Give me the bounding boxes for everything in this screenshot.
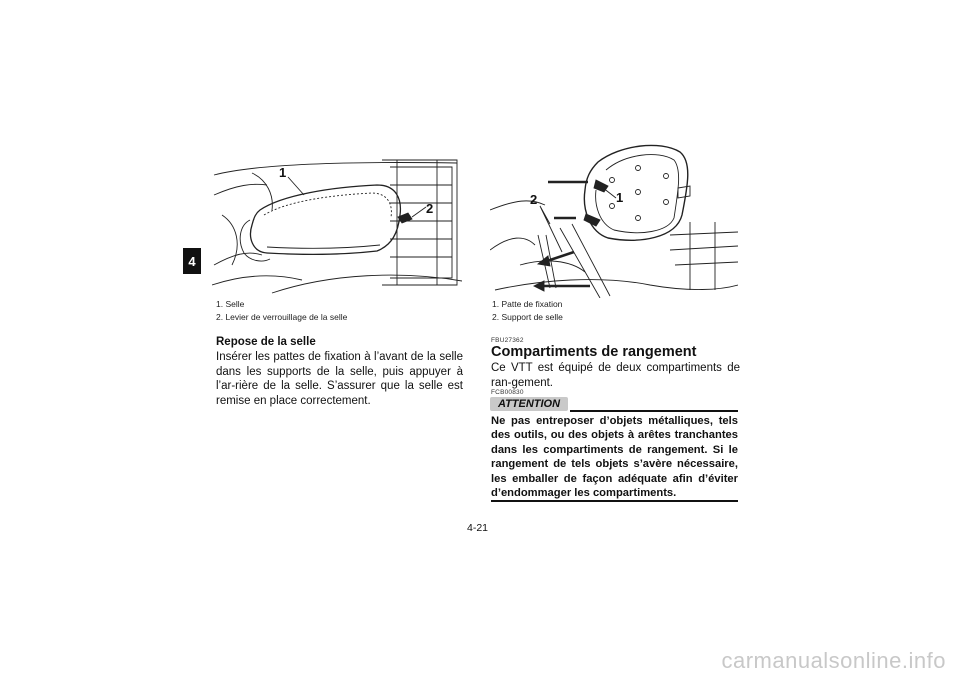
chapter-tab [183,248,201,274]
attention-badge [490,397,568,411]
attention-label: ATTENTION [497,398,561,410]
caption-item: 1. Patte de fixation [492,299,563,309]
callout-1: 1 [279,165,287,180]
attention-top-rule [570,410,738,412]
callout-2: 2 [426,201,434,216]
attention-code: FCB00830 [491,389,524,396]
storage-compartment-illustration [490,140,738,298]
watermark: carmanualsonline.info [721,648,946,673]
chapter-number: 4 [188,253,196,269]
figure-left-caption [216,298,347,324]
instruction-paragraph: Insérer les pattes de fixation à l’avant de la selle dans les supports de la selle, puis appuyer à l’ar-rière de la selle. S’assurer que la selle est remise en place correctement. [216,351,463,407]
callout-1: 1 [616,190,624,205]
caption-item: 1. Selle [216,299,245,309]
caption-item: 2. Support de selle [492,312,563,322]
callout-2: 2 [530,192,538,207]
section-title: Compartiments de rangement [491,344,697,360]
attention-bottom-rule [491,500,738,502]
caption-item: 2. Levier de verrouillage de la selle [216,312,348,322]
seat-illustration [212,155,462,298]
page-number: 4-21 [467,522,489,534]
figure-right-caption [492,298,563,324]
attention-text: Ne pas entreposer d’objets métalliques, tels des outils, ou des objets à arêtes tranchantes dans les compartiments de rangement. Si le rangement de tels objets s’avère nécessaire, les emballer de façon adéquate afin d’éviter d’endommager les compartiments. [491,415,738,500]
section-code: FBU27362 [491,337,524,344]
section-paragraph: Ce VTT est équipé de deux compartiments de ran-gement. [491,362,740,389]
section-heading: Repose de la selle [216,336,316,348]
